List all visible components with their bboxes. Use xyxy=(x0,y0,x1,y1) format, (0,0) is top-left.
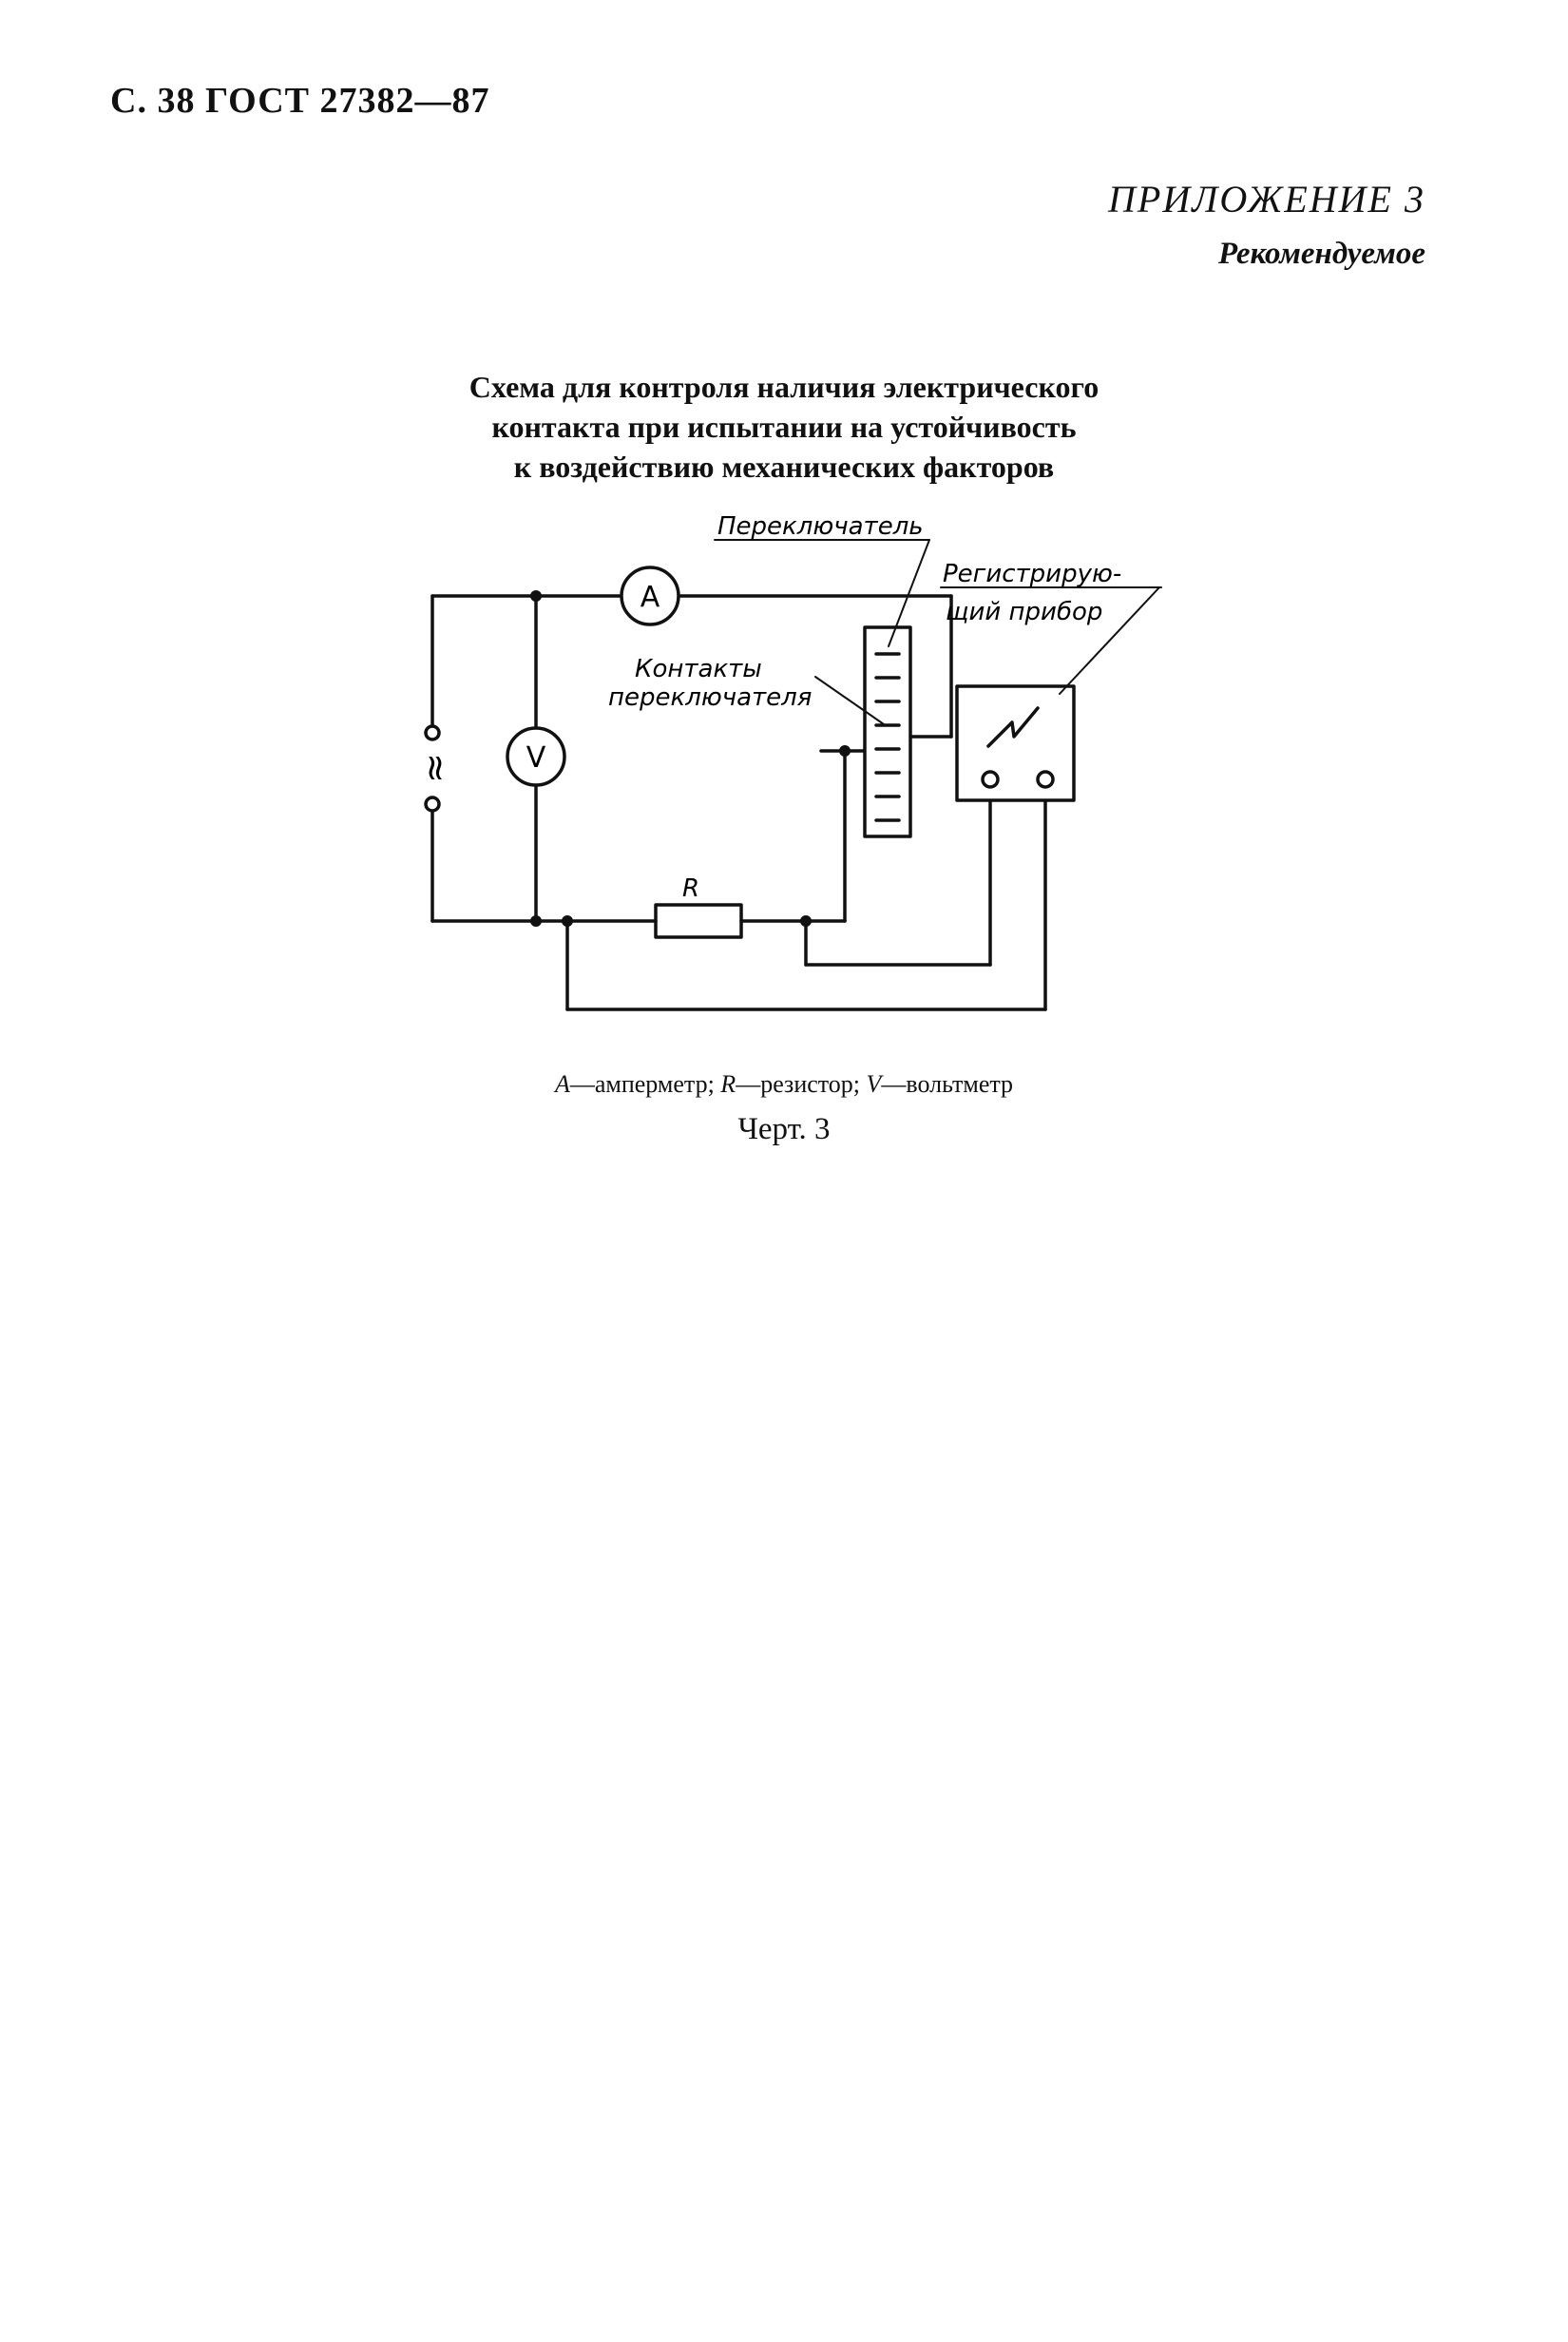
appendix-title: ПРИЛОЖЕНИЕ 3 xyxy=(1108,178,1425,221)
legend-symbol: A xyxy=(554,1070,570,1098)
recorder-label-line1: Регистрирую- xyxy=(943,560,1122,588)
contacts-label-line1: Контакты xyxy=(635,655,762,683)
switch-label: Переключатель xyxy=(717,512,924,541)
legend-text: —амперметр; xyxy=(569,1070,715,1098)
source-terminal-bottom xyxy=(426,797,439,811)
legend-symbol: R xyxy=(720,1070,736,1098)
junction-dot xyxy=(562,915,573,927)
legend-text: —резистор; xyxy=(736,1070,861,1098)
legend-text: —вольтметр xyxy=(881,1070,1014,1098)
figure-number: Черт. 3 xyxy=(737,1112,831,1146)
voltmeter-label: V xyxy=(526,741,546,775)
source-terminal-top xyxy=(426,726,439,739)
figure-title-line: контакта при испытании на устойчивость xyxy=(491,410,1077,444)
junction-dot xyxy=(839,745,851,757)
figure-title-line: Схема для контроля наличия электрического xyxy=(468,370,1100,404)
junction-dot xyxy=(530,915,542,927)
legend-symbol: V xyxy=(866,1070,882,1098)
junction-dot xyxy=(530,590,542,602)
recorder-terminal-left xyxy=(983,772,998,787)
contacts-label-line2: переключателя xyxy=(608,683,813,712)
junction-dot xyxy=(800,915,812,927)
figure-title-line: к воздействию механических факторов xyxy=(513,450,1055,484)
source-label: ≈ xyxy=(415,753,457,783)
appendix-status: Рекомендуемое xyxy=(1217,237,1425,271)
switch-body xyxy=(865,627,910,836)
recorder-box xyxy=(957,686,1074,800)
figure-legend xyxy=(0,1070,1568,1099)
page-header: С. 38 ГОСТ 27382—87 xyxy=(110,81,490,121)
resistor xyxy=(656,905,741,937)
recorder-terminal-right xyxy=(1038,772,1053,787)
recorder-label-line2: щий прибор xyxy=(946,598,1103,626)
resistor-label: R xyxy=(681,874,700,903)
ammeter-label: A xyxy=(640,581,660,614)
